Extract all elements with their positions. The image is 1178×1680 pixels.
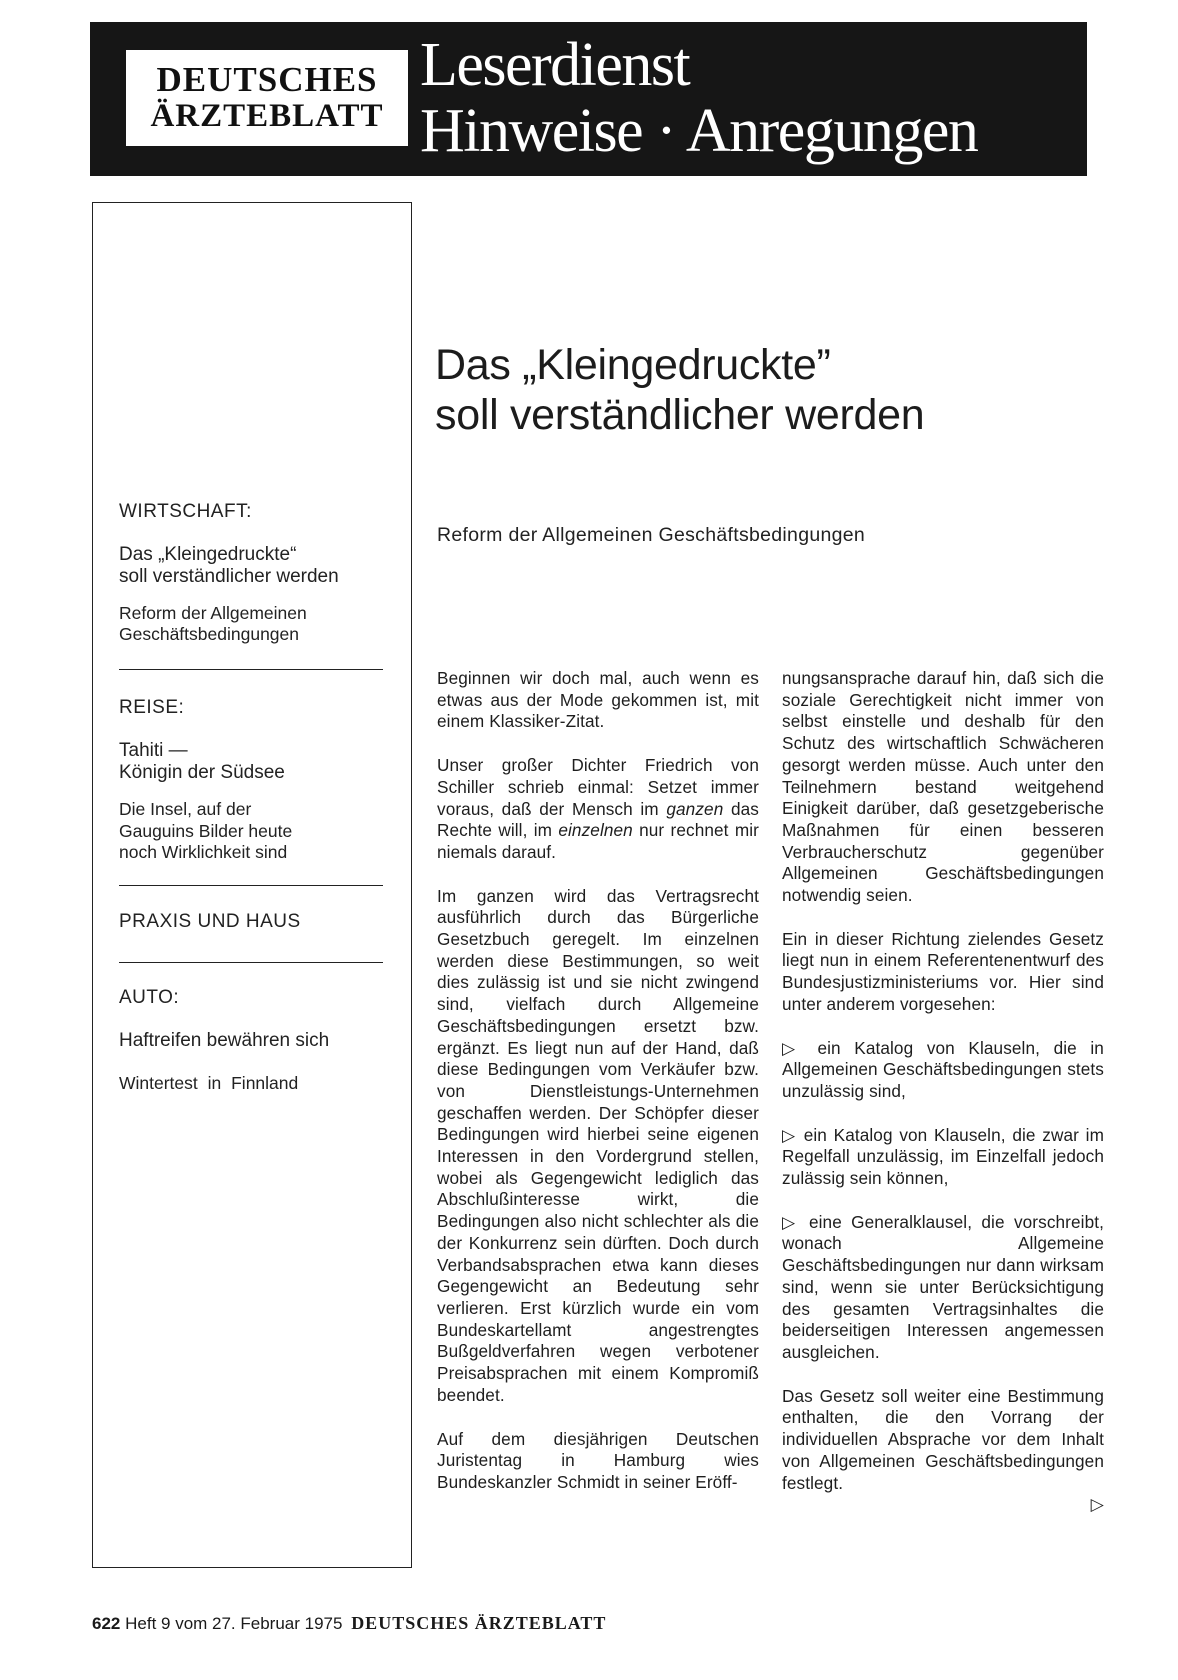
title-line: Das „Kleingedruckte“ (119, 544, 297, 565)
continue-triangle-icon: ▷ (1090, 1494, 1104, 1515)
banner-title-line1: Leserdienst (420, 31, 690, 99)
article-title-line1: Das „Kleingedruckte” (435, 341, 831, 389)
paragraph: Ein in dieser Richtung zielendes Gesetz liegt nun in einem Referentenentwurf des Bundesjustizministeriums vor. Hier sind unter anderem vorgesehen: (782, 928, 1104, 1014)
page-footer (92, 1613, 606, 1634)
sidebar-item-title-reise[interactable] (119, 740, 389, 784)
triangle-bullet-icon: ▷ (782, 1212, 800, 1232)
bullet-item (782, 1125, 1104, 1190)
sidebar-item-praxis[interactable]: PRAXIS UND HAUS (119, 911, 301, 932)
title-line: Königin der Südsee (119, 762, 285, 783)
emphasis: ganzen (666, 798, 724, 819)
subtitle-line: Die Insel, auf der (119, 799, 252, 819)
divider (119, 669, 383, 670)
divider (119, 962, 383, 963)
title-line: soll verständlicher werden (119, 566, 339, 587)
banner-title (420, 32, 977, 164)
article-subtitle: Reform der Allgemeinen Geschäftsbedingungen (437, 524, 866, 546)
text-run: nur rechnet mir niemals darauf. (437, 820, 759, 862)
paragraph: Im ganzen wird das Vertragsrecht ausführlich durch das Bürgerliche Gesetzbuch geregelt. Im einzelnen werden diese Bestimmungen, so weit dies zulässig ist und sie nicht zwingend sind, vielfach durch Allgemeine Geschäftsbedingungen ersetzt bzw. ergänzt. Es liegt nun auf der Hand, daß diese Bedingungen vom Verkäufer bzw. von Dienstleistungs-Unternehmen geschaffen werden. Der Schöpfer dieser Bedingungen wird hierbei seine eigenen Interessen in den Vordergrund stellen, wobei als Gegengewicht lediglich das Abschlußinteresse wirkt, die Bedingungen also nicht schlechter als die der Konkurrenz sein dürften. Doch durch Verbandsabsprachen etwa kann dieses Gegengewicht an Bedeutung sehr verlieren. Erst kürzlich wurde ein vom Bundeskartellamt angestrengtes Bußgeldverfahren wegen verbotener Preisabsprachen mit einem Kompromiß beendet. (437, 885, 759, 1405)
article-column-1 (437, 668, 759, 1516)
subtitle-line: Geschäftsbedingungen (119, 624, 299, 644)
title-line: Tahiti — (119, 740, 188, 761)
logo (126, 50, 408, 146)
text-run: das Rechte will, im (437, 798, 759, 841)
issue-date: Heft 9 vom 27. Februar 1975 (125, 1614, 343, 1633)
bullet-text: ein Katalog von Klauseln, die in Allgemeinen Geschäftsbedingungen stets unzulässig sind, (782, 1037, 1104, 1101)
sidebar-item-subtitle-reise (119, 799, 389, 864)
section-label-reise: REISE: (119, 697, 185, 718)
subtitle-line: Gauguins Bilder heute (119, 820, 293, 841)
article-column-2 (782, 668, 1104, 1516)
triangle-bullet-icon: ▷ (782, 1038, 804, 1058)
subtitle-line: Reform der Allgemeinen (119, 603, 307, 623)
article-title-line2: soll verständlicher werden (435, 391, 925, 439)
bullet-text: ein Katalog von Klauseln, die zwar im Regelfall unzulässig, im Einzelfall jedoch zulässig sein können, (782, 1124, 1104, 1189)
magazine-name: DEUTSCHES ÄRZTEBLATT (351, 1613, 607, 1633)
section-label-auto: AUTO: (119, 987, 180, 1008)
paragraph: Beginnen wir doch mal, auch wenn es etwas aus der Mode gekommen ist, mit einem Klassiker-Zitat. (437, 668, 759, 732)
logo-line2: ÄRZTEBLATT (150, 98, 384, 134)
section-label-wirtschaft: WIRTSCHAFT: (119, 501, 252, 522)
subtitle-line: noch Wirklichkeit sind (119, 842, 288, 862)
banner-title-line2: Hinweise · Anregungen (420, 97, 978, 165)
sidebar-item-title-wirtschaft[interactable] (119, 544, 389, 588)
paragraph: Auf dem diesjährigen Deutschen Juristentag in Hamburg wies Bundeskanzler Schmidt in seiner Eröff- (437, 1428, 759, 1492)
logo-line1: DEUTSCHES (156, 60, 378, 99)
header-banner (90, 22, 1087, 176)
paragraph (437, 755, 759, 864)
article-title (435, 340, 924, 440)
bullet-item (782, 1212, 1104, 1364)
paragraph: nungsansprache darauf hin, daß sich die soziale Gerechtigkeit nicht immer von selbst einstelle und deshalb für den Schutz des wirtschaftlich Schwächeren gesorgt werden müsse. Auch unter den Teilnehmern bestand weitgehend Einigkeit darüber, daß gesetzgeberische Maßnahmen für einen besseren Verbraucherschutz gegenüber Allgemeinen Geschäftsbedingungen notwendig seien. (782, 668, 1104, 906)
bullet-item (782, 1038, 1104, 1103)
divider (119, 885, 383, 886)
sidebar-item-subtitle-wirtschaft (119, 603, 389, 645)
sidebar-item-title-auto[interactable]: Haftreifen bewähren sich (119, 1030, 330, 1051)
triangle-bullet-icon: ▷ (782, 1125, 797, 1145)
bullet-text: eine Generalklausel, die vorschreibt, wonach Allgemeine Geschäftsbedingungen nur dann wirksam sind, wenn sie unter Berücksichtigung des gesamten Vertragsinhaltes die beiderseitigen Interessen angemessen ausgleichen. (782, 1211, 1104, 1362)
sidebar-item-subtitle-auto: Wintertest in Finnland (119, 1073, 299, 1093)
text-run: Unser großer Dichter Friedrich von Schiller schrieb einmal: Setzet immer voraus, daß der Mensch im (437, 755, 759, 819)
page-number: 622 (92, 1614, 121, 1633)
sidebar-contents (92, 202, 412, 1568)
emphasis: einzelnen (558, 820, 633, 841)
paragraph: Das Gesetz soll weiter eine Bestimmung enthalten, die den Vorrang der individuellen Absprache vor dem Inhalt von Allgemeinen Geschäftsbedingungen festlegt. (782, 1385, 1104, 1493)
